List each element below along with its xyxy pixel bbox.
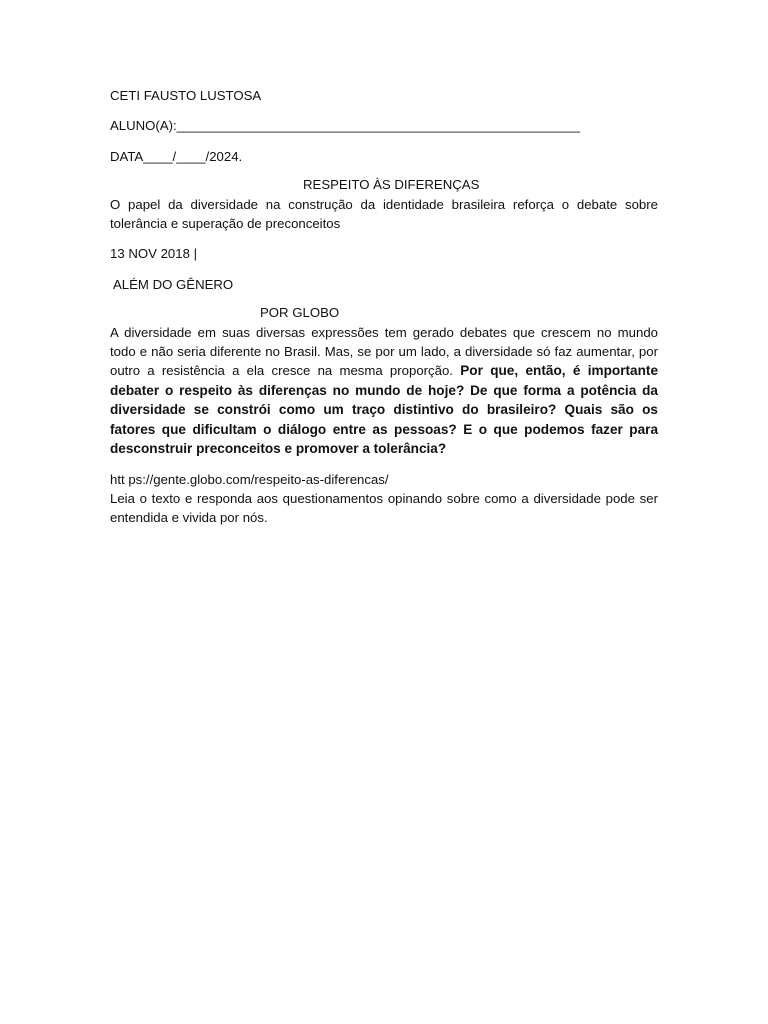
article-byline: POR GLOBO	[260, 305, 340, 321]
student-name-line: ALUNO(A):_______________________________________________________	[110, 118, 581, 134]
article-body	[110, 323, 658, 459]
article-subtitle: O papel da diversidade na construção da identidade brasileira reforça o debate sobre tolerância e superação de preconceitos	[110, 196, 658, 232]
school-name: CETI FAUSTO LUSTOSA	[110, 88, 262, 103]
article-section: ALÉM DO GÊNERO	[113, 276, 234, 292]
article-body-questions: Por que, então, é importante debater o respeito às diferenças no mundo de hoje? De que forma a potência da diversidade se constrói como um traço distintivo do brasileiro? Quais são os fatores que dificultam o diálogo entre as pessoas? E o que podemos fazer para desconstruir preconceitos e promover a tolerância?	[110, 363, 659, 457]
document-content	[110, 86, 658, 528]
article-title: RESPEITO ÀS DIFERENÇAS	[303, 177, 480, 193]
source-link: htt ps://gente.globo.com/respeito-as-diferencas/	[110, 471, 389, 487]
article-body-intro: A diversidade em suas diversas expressões tem gerado debates que crescem no mundo todo e não seria diferente no Brasil. Mas, se por um lado, a diversidade só faz aumentar, por outro a resistência a ela cresce na mesma proporção.	[110, 324, 658, 379]
instruction-text: Leia o texto e responda aos questionamentos opinando sobre como a diversidade pode ser entendida e vivida por nós.	[110, 490, 658, 526]
date-line: DATA____/____/2024.	[110, 148, 243, 164]
article-date: 13 NOV 2018 |	[110, 246, 198, 262]
